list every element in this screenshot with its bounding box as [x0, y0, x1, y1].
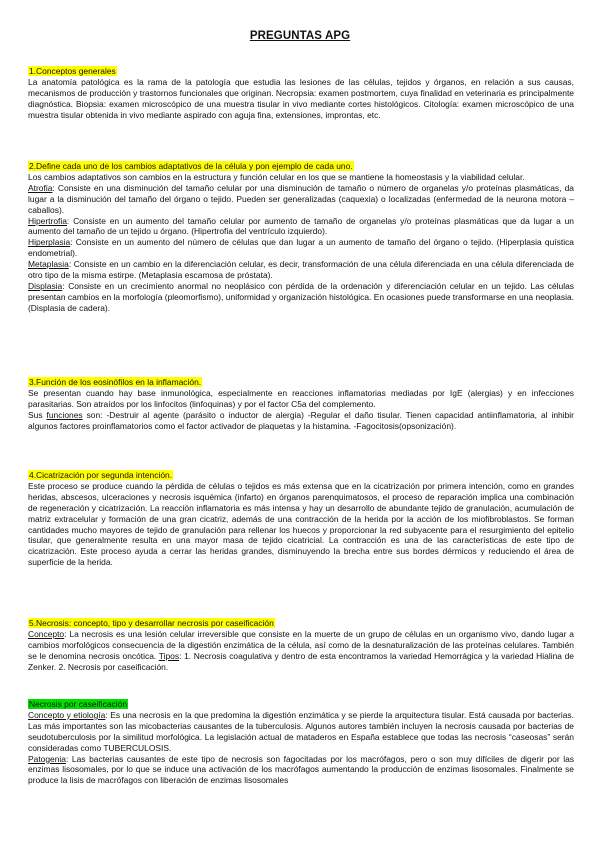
concepto-term: Concepto [28, 628, 65, 639]
etiologia-text: : Es una necrosis en la que predomina la digestión enzimática y se pierde la arquitectura tisular. Está causada por bacterias. Las más importantes son las micobacterias causantes de la tuberculosis. Algunos autores también incluyen la necrosis causada por bacterias de seudotuberculosis por la similitud morfológica. La legislación actual de mataderos en España establece que todas las necrosis “caseosas” serán consideradas como TUBERCULOSIS. [28, 709, 574, 753]
metaplasia-text: : Consiste en un cambio en la diferenciación celular, es decir, transformación de una célula diferenciada en una célula diferenciada de otro tipo de la misma estirpe. (Metaplasia escamosa de próstata). [28, 259, 574, 281]
section-1-heading: 1.Conceptos generales [29, 66, 116, 76]
section-cicatrizacion [28, 470, 574, 568]
hipertrofia-text: : Consiste en un aumento del tamaño celular por aumento de tamaño de organelas y/o proteínas plasmáticas que da lugar a un aumento del tamaño de un tejido u órgano. (Hipertrofia del ventrículo izquierdo). [28, 215, 574, 237]
section-2-intro: Los cambios adaptativos son cambios en la estructura y función celular en los que se mantiene la homeostasis y la viabilidad celular. [28, 171, 525, 182]
metaplasia-paragraph [28, 259, 574, 281]
hiperplasia-paragraph [28, 237, 574, 259]
atrofia-term: Atrofia [28, 182, 53, 193]
atrofia-text: : Consiste en una disminución del tamaño celular por una disminución de tamaño o número de organelas y/o proteínas plasmáticas, da lugar a la disminución del tamaño del órgano o tejido. Pueden ser generalizadas (caquexia) o localizadas (enfermedad de la neurona motora – caballos). [28, 182, 574, 215]
section-1-paragraph: La anatomía patológica es la rama de la patología que estudia las lesiones de las células, tejidos y órganos, en relación a sus causas, mecanismos de producción y trastornos funcionales que originan. Necropsia: examen postmortem, cuya finalidad en veterinaria es principalmente diagnóstica. Biopsia: examen microscópico de una muestra tisular in vivo mediante cortes histológicos. Citología: examen microscópico de una muestra tisular obtenida in vivo mediante aspirado con aguja fina, extensiones, improntas, etc. [28, 76, 574, 120]
concepto-paragraph [28, 629, 574, 673]
displasia-paragraph [28, 281, 574, 314]
section-2-heading: 2.Define cada uno de los cambios adaptativos de la célula y pon ejemplo de cada uno. [29, 161, 353, 171]
funciones-prefix: Sus [28, 409, 47, 420]
section-3-heading: 3.Función de los eosinófilos en la inflamación. [29, 377, 202, 387]
page-title: PREGUNTAS APG [249, 30, 351, 42]
hipertrofia-paragraph [28, 216, 574, 238]
etiologia-term: Concepto y etiología [28, 709, 106, 720]
section-3-paragraph-1: Se presentan cuando hay base inmunológica, especialmente en reacciones inflamatorias mediadas por IgE (alergias) y en infecciones parasitarias. Son atraídos por los linfocitos (linfoquinas) y por el factor C5a del complemento. [28, 387, 574, 409]
hipertrofia-term: Hipertrofia [28, 215, 67, 226]
section-conceptos-generales [28, 66, 574, 121]
section-4-paragraph: Este proceso se produce cuando la pérdida de células o tejidos es más extensa que en la cicatrización por primera intención, como en grandes heridas, abscesos, ulceraciones y necrosis isquémica (infarto) en órganos parenquimatosos, el proceso de reparación implica una combinación de regeneración y cicatrización. La reacción inflamatoria es más intensa y hay un desarrollo de abundante tejido de granulación, acumulación de matriz extracelular y formación de una gran cicatriz, además de una contracción de la herida por la acción de los miofibroblastos. Se forman cantidades mucho mayores de tejido de granulación para rellenar los huecos y proporcionar la red subyacente para el resurgimiento del epitelio tisular, que generalmente resulta en una mayor masa de tejido cicatricial. La contracción es una de las características de este tipo de cicatrización. Este proceso ayuda a cerrar las heridas grandes, disminuyendo la brecha entre sus bordes dérmicos y reduciendo el área de superficie de la herida. [28, 480, 574, 568]
section-4-heading: 4.Cicatrización por segunda intención. [29, 470, 173, 480]
patogenia-text: : Las bacterias causantes de este tipo de necrosis son fagocitadas por los macrófagos, pero o son muy difíciles de digerir por las enzimas lisosomales, por lo que se induce una activación de los macrófagos aumentando la producción de enzimas lisosomales. Finalmente se produce la lisis de macrófagos con liberación de enzimas lisosomales [28, 753, 574, 786]
section-eosinofilos [28, 377, 574, 432]
section-necrosis [28, 618, 574, 673]
tipos-text: : 1. Necrosis coagulativa y dentro de esta encontramos la variedad Hemorrágica y la variedad Hialina de Zenker. 2. Necrosis por caseificación. [28, 650, 574, 672]
tipos-term: Tipos [158, 650, 180, 661]
concepto-text: : La necrosis es una lesión celular irreversible que consiste en la muerte de un grupo de células en un organismo vivo, dando lugar a cambios morfológicos consecuencia de la digestión enzimática de la célula, así como de la desnaturalización de las proteínas celulares. También se le denomina necrosis oncótica. [28, 628, 574, 661]
funciones-text: son: -Destruir al agente (parásito o inductor de alergia) -Regular el daño tisular. Tienen capacidad antiinflamatoria, al inhibir algunos factores proinflamatorios como el factor activador de plaquetas y la histamina. -Fagocitosis(opsonización). [28, 409, 574, 431]
etiologia-paragraph [28, 710, 574, 754]
metaplasia-term: Metaplasia [28, 259, 69, 270]
section-cambios-adaptativos [28, 161, 574, 314]
funciones-term: funciones [46, 409, 83, 420]
section-6-heading: Necrosis por caseificación [29, 699, 128, 709]
atrofia-paragraph [28, 183, 574, 216]
patogenia-term: Patogenia [28, 753, 67, 764]
patogenia-paragraph [28, 754, 574, 787]
section-necrosis-caseificacion [28, 699, 574, 786]
displasia-term: Displasia [28, 280, 63, 291]
section-5-heading: 5.Necrosis: concepto, tipo y desarrollar necrosis por caseificación [29, 618, 274, 628]
section-3-paragraph-2 [28, 410, 574, 432]
hiperplasia-term: Hiperplasia [28, 237, 71, 248]
displasia-text: : Consiste en un crecimiento anormal no neoplásico con pérdida de la ordenación y diferenciación celular en un tejido. Las células presentan cambios en la morfología (pleomorfismo), uniformidad y organización histológica. En ocasiones puede transformarse en una neoplasia. (Displasia de cadera). [28, 280, 574, 313]
hiperplasia-text: : Consiste en un aumento del número de células que dan lugar a un aumento de tamaño del órgano o tejido. (Hiperplasia quística endometrial). [28, 237, 574, 259]
